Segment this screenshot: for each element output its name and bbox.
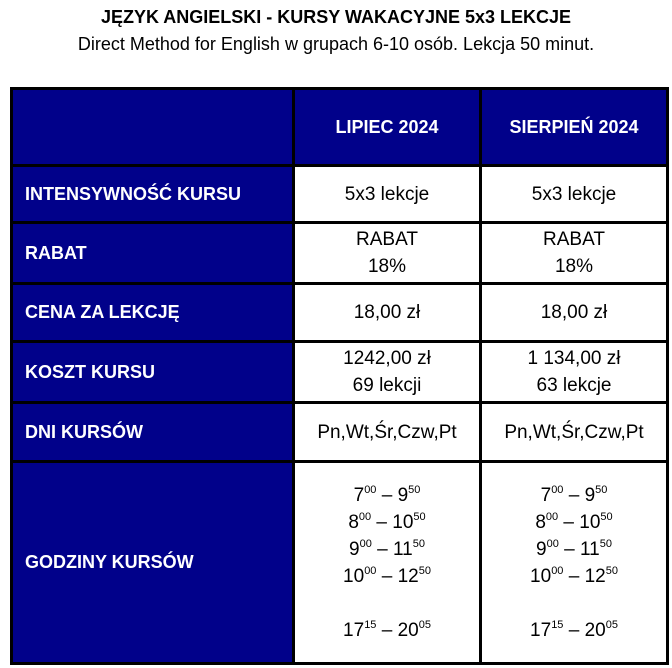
hour-slot — [295, 482, 479, 509]
corner-cell — [12, 89, 294, 166]
row-label-cost: KOSZT KURSU — [12, 342, 294, 403]
cost-july — [294, 342, 481, 403]
slot-start-minutes: 00 — [551, 483, 564, 496]
hour-slot — [482, 536, 666, 563]
slot-separator: – — [376, 619, 398, 641]
slot-end-minutes: 50 — [599, 537, 612, 550]
slot-separator: – — [371, 511, 393, 533]
header-row — [12, 89, 668, 166]
slot-start-hour: 10 — [343, 565, 365, 587]
slot-start-minutes: 00 — [364, 483, 377, 496]
discount-july-percent: 18% — [367, 256, 407, 277]
slot-start-minutes: 00 — [546, 537, 559, 550]
price-august: 18,00 zł — [481, 284, 668, 342]
slot-end-hour: 11 — [392, 538, 413, 560]
slot-start-hour: 17 — [530, 619, 552, 641]
slot-end-minutes: 05 — [605, 618, 618, 631]
row-label-price: CENA ZA LEKCJĘ — [12, 284, 294, 342]
row-cost — [12, 342, 668, 403]
row-intensity — [12, 166, 668, 223]
cost-august-amount: 1 134,00 zł — [527, 348, 621, 369]
slot-separator: – — [371, 538, 393, 560]
pricing-table — [10, 87, 669, 665]
row-hours — [12, 462, 668, 664]
slot-separator: – — [558, 538, 580, 560]
cost-august-lessons: 63 lekcje — [536, 375, 612, 396]
row-discount — [12, 223, 668, 284]
slot-start-minutes: 00 — [551, 564, 564, 577]
slot-end-hour: 10 — [392, 511, 414, 533]
slot-separator: – — [376, 484, 398, 506]
cost-august — [481, 342, 668, 403]
hours-gap — [482, 590, 666, 617]
column-header-july: LIPIEC 2024 — [294, 89, 481, 166]
intensity-july: 5x3 lekcje — [294, 166, 481, 223]
slot-end-hour: 20 — [584, 619, 606, 641]
days-august: Pn,Wt,Śr,Czw,Pt — [481, 403, 668, 462]
discount-august-percent: 18% — [554, 256, 594, 277]
discount-august-label: RABAT — [543, 229, 605, 250]
slot-end-minutes: 50 — [600, 510, 613, 523]
discount-august — [481, 223, 668, 284]
price-july: 18,00 zł — [294, 284, 481, 342]
slot-end-hour: 9 — [397, 484, 409, 506]
column-header-august: SIERPIEŃ 2024 — [481, 89, 668, 166]
slot-start-hour: 9 — [536, 538, 547, 560]
slot-start-minutes: 15 — [551, 618, 564, 631]
slot-start-minutes: 00 — [545, 510, 559, 523]
slot-start-minutes: 15 — [364, 618, 377, 631]
slot-separator: – — [558, 511, 580, 533]
hour-slot — [295, 509, 479, 536]
hours-list-july — [295, 482, 479, 644]
row-price — [12, 284, 668, 342]
slot-separator: – — [563, 619, 585, 641]
slot-start-hour: 9 — [349, 538, 360, 560]
hour-slot — [482, 617, 666, 644]
discount-july — [294, 223, 481, 284]
slot-end-hour: 10 — [579, 511, 601, 533]
slot-end-minutes: 50 — [408, 483, 421, 496]
slot-start-hour: 8 — [535, 511, 546, 533]
row-days — [12, 403, 668, 462]
slot-start-hour: 10 — [530, 565, 552, 587]
intensity-august: 5x3 lekcje — [481, 166, 668, 223]
slot-start-hour: 8 — [348, 511, 359, 533]
hour-slot — [295, 617, 479, 644]
slot-end-hour: 12 — [584, 565, 606, 587]
page-title: JĘZYK ANGIELSKI - KURSY WAKACYJNE 5x3 LEKCJE — [100, 7, 572, 27]
slot-start-hour: 7 — [540, 484, 552, 506]
hour-slot — [482, 509, 666, 536]
row-label-days: DNI KURSÓW — [12, 403, 294, 462]
hour-slot — [482, 563, 666, 590]
slot-end-hour: 9 — [584, 484, 596, 506]
slot-start-minutes: 00 — [364, 564, 377, 577]
cost-july-amount: 1242,00 zł — [343, 348, 431, 369]
hour-slot — [295, 563, 479, 590]
hours-gap — [295, 590, 479, 617]
days-july: Pn,Wt,Śr,Czw,Pt — [294, 403, 481, 462]
slot-start-hour: 7 — [353, 484, 365, 506]
slot-end-hour: 12 — [397, 565, 419, 587]
slot-end-minutes: 50 — [605, 564, 618, 577]
slot-separator: – — [563, 565, 585, 587]
row-label-intensity: INTENSYWNOŚĆ KURSU — [12, 166, 294, 223]
slot-end-minutes: 50 — [418, 564, 431, 577]
slot-start-minutes: 00 — [358, 510, 372, 523]
hours-august — [481, 462, 668, 664]
page-subtitle: Direct Method for English w grupach 6-10 osób. Lekcja 50 minut. — [77, 34, 595, 54]
slot-end-minutes: 50 — [413, 510, 426, 523]
slot-end-hour: 11 — [579, 538, 600, 560]
slot-separator: – — [563, 484, 585, 506]
row-label-hours: GODZINY KURSÓW — [12, 462, 294, 664]
slot-end-hour: 20 — [397, 619, 419, 641]
slot-end-minutes: 05 — [418, 618, 431, 631]
cost-july-lessons: 69 lekcji — [352, 375, 422, 396]
slot-start-minutes: 00 — [359, 537, 372, 550]
discount-july-label: RABAT — [356, 229, 418, 250]
slot-start-hour: 17 — [343, 619, 365, 641]
row-label-discount: RABAT — [12, 223, 294, 284]
hour-slot — [482, 482, 666, 509]
slot-end-minutes: 50 — [595, 483, 608, 496]
slot-separator: – — [376, 565, 398, 587]
hours-list-august — [482, 482, 666, 644]
slot-end-minutes: 50 — [412, 537, 425, 550]
hour-slot — [295, 536, 479, 563]
hours-july — [294, 462, 481, 664]
